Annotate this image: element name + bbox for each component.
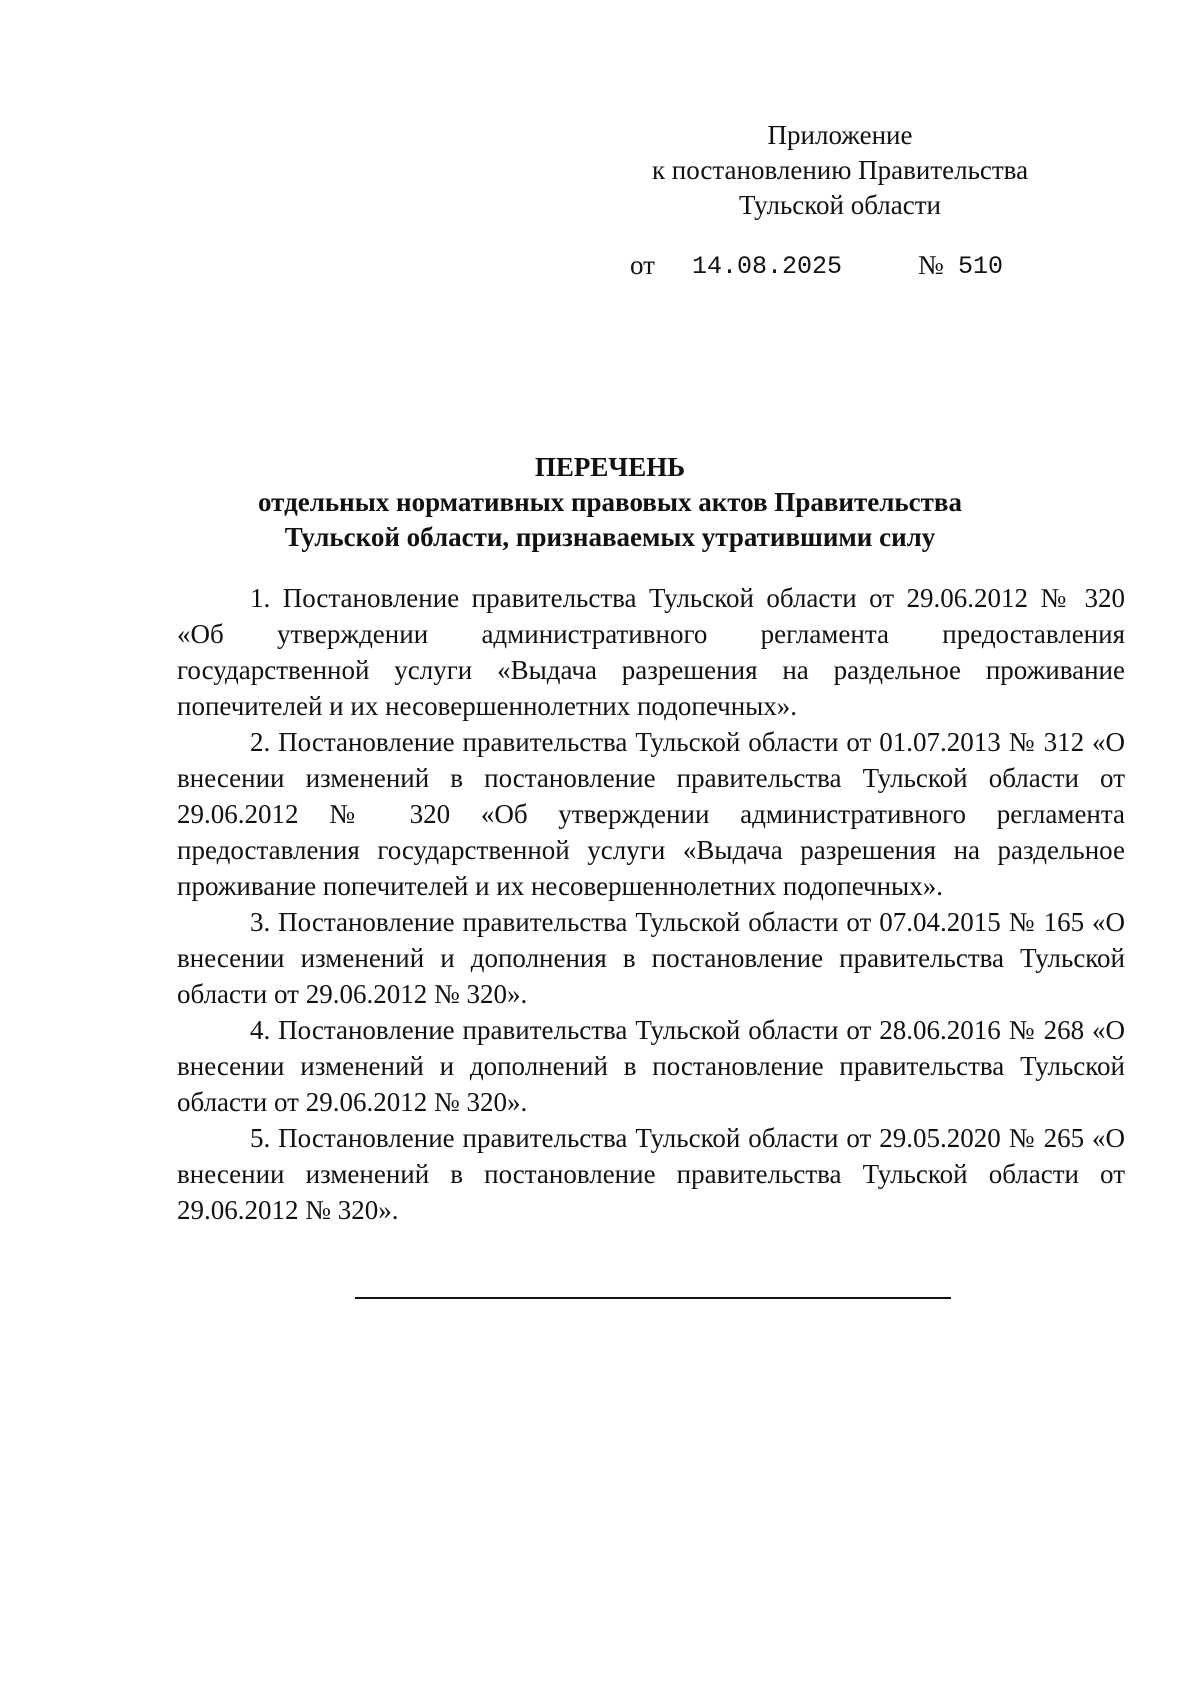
list-item: 1. Постановление правительства Тульской области от 29.06.2012 № 320 «Об утверждении административного регламента предоставления государственной услуги «Выдача разрешения на раздельное проживание попечителей и их несовершеннолетних подопечных». <box>177 583 1125 721</box>
document-title <box>200 450 1020 555</box>
stamp-from-label: от <box>630 250 655 280</box>
acts-list <box>177 580 1125 1228</box>
title-subheading-1: отдельных нормативных правовых актов Правительства <box>258 487 962 517</box>
appendix-line-3: Тульской области <box>739 190 941 220</box>
title-heading: ПЕРЕЧЕНЬ <box>534 452 686 482</box>
stamp-number: 510 <box>958 252 1004 281</box>
stamp-date: 14.08.2025 <box>692 252 843 281</box>
list-item: 4. Постановление правительства Тульской области от 28.06.2016 № 268 «О внесении изменений и дополнений в постановление правительства Тульской области от 29.06.2012 № 320». <box>177 1015 1125 1117</box>
list-item: 5. Постановление правительства Тульской области от 29.05.2020 № 265 «О внесении изменений в постановление правительства Тульской области от 29.06.2012 № 320». <box>177 1123 1125 1225</box>
list-item: 3. Постановление правительства Тульской области от 07.04.2015 № 165 «О внесении изменений и дополнения в постановление правительства Тульской области от 29.06.2012 № 320». <box>177 907 1125 1009</box>
title-subheading-2: Тульской области, признаваемых утратившими силу <box>284 522 936 552</box>
appendix-line-2: к постановлению Правительства <box>651 155 1029 185</box>
list-item: 2. Постановление правительства Тульской области от 01.07.2013 № 312 «О внесении изменений в постановление правительства Тульской области от 29.06.2012 № 320 «Об утверждении административного регламента предоставления государственной услуги «Выдача разрешения на раздельное проживание попечителей и их несовершеннолетних подопечных». <box>177 727 1125 901</box>
appendix-header <box>600 118 1080 223</box>
closing-rule <box>355 1297 951 1299</box>
stamp-number-label: № <box>918 250 944 280</box>
appendix-line-1: Приложение <box>767 120 913 150</box>
resolution-stamp <box>630 250 1050 290</box>
